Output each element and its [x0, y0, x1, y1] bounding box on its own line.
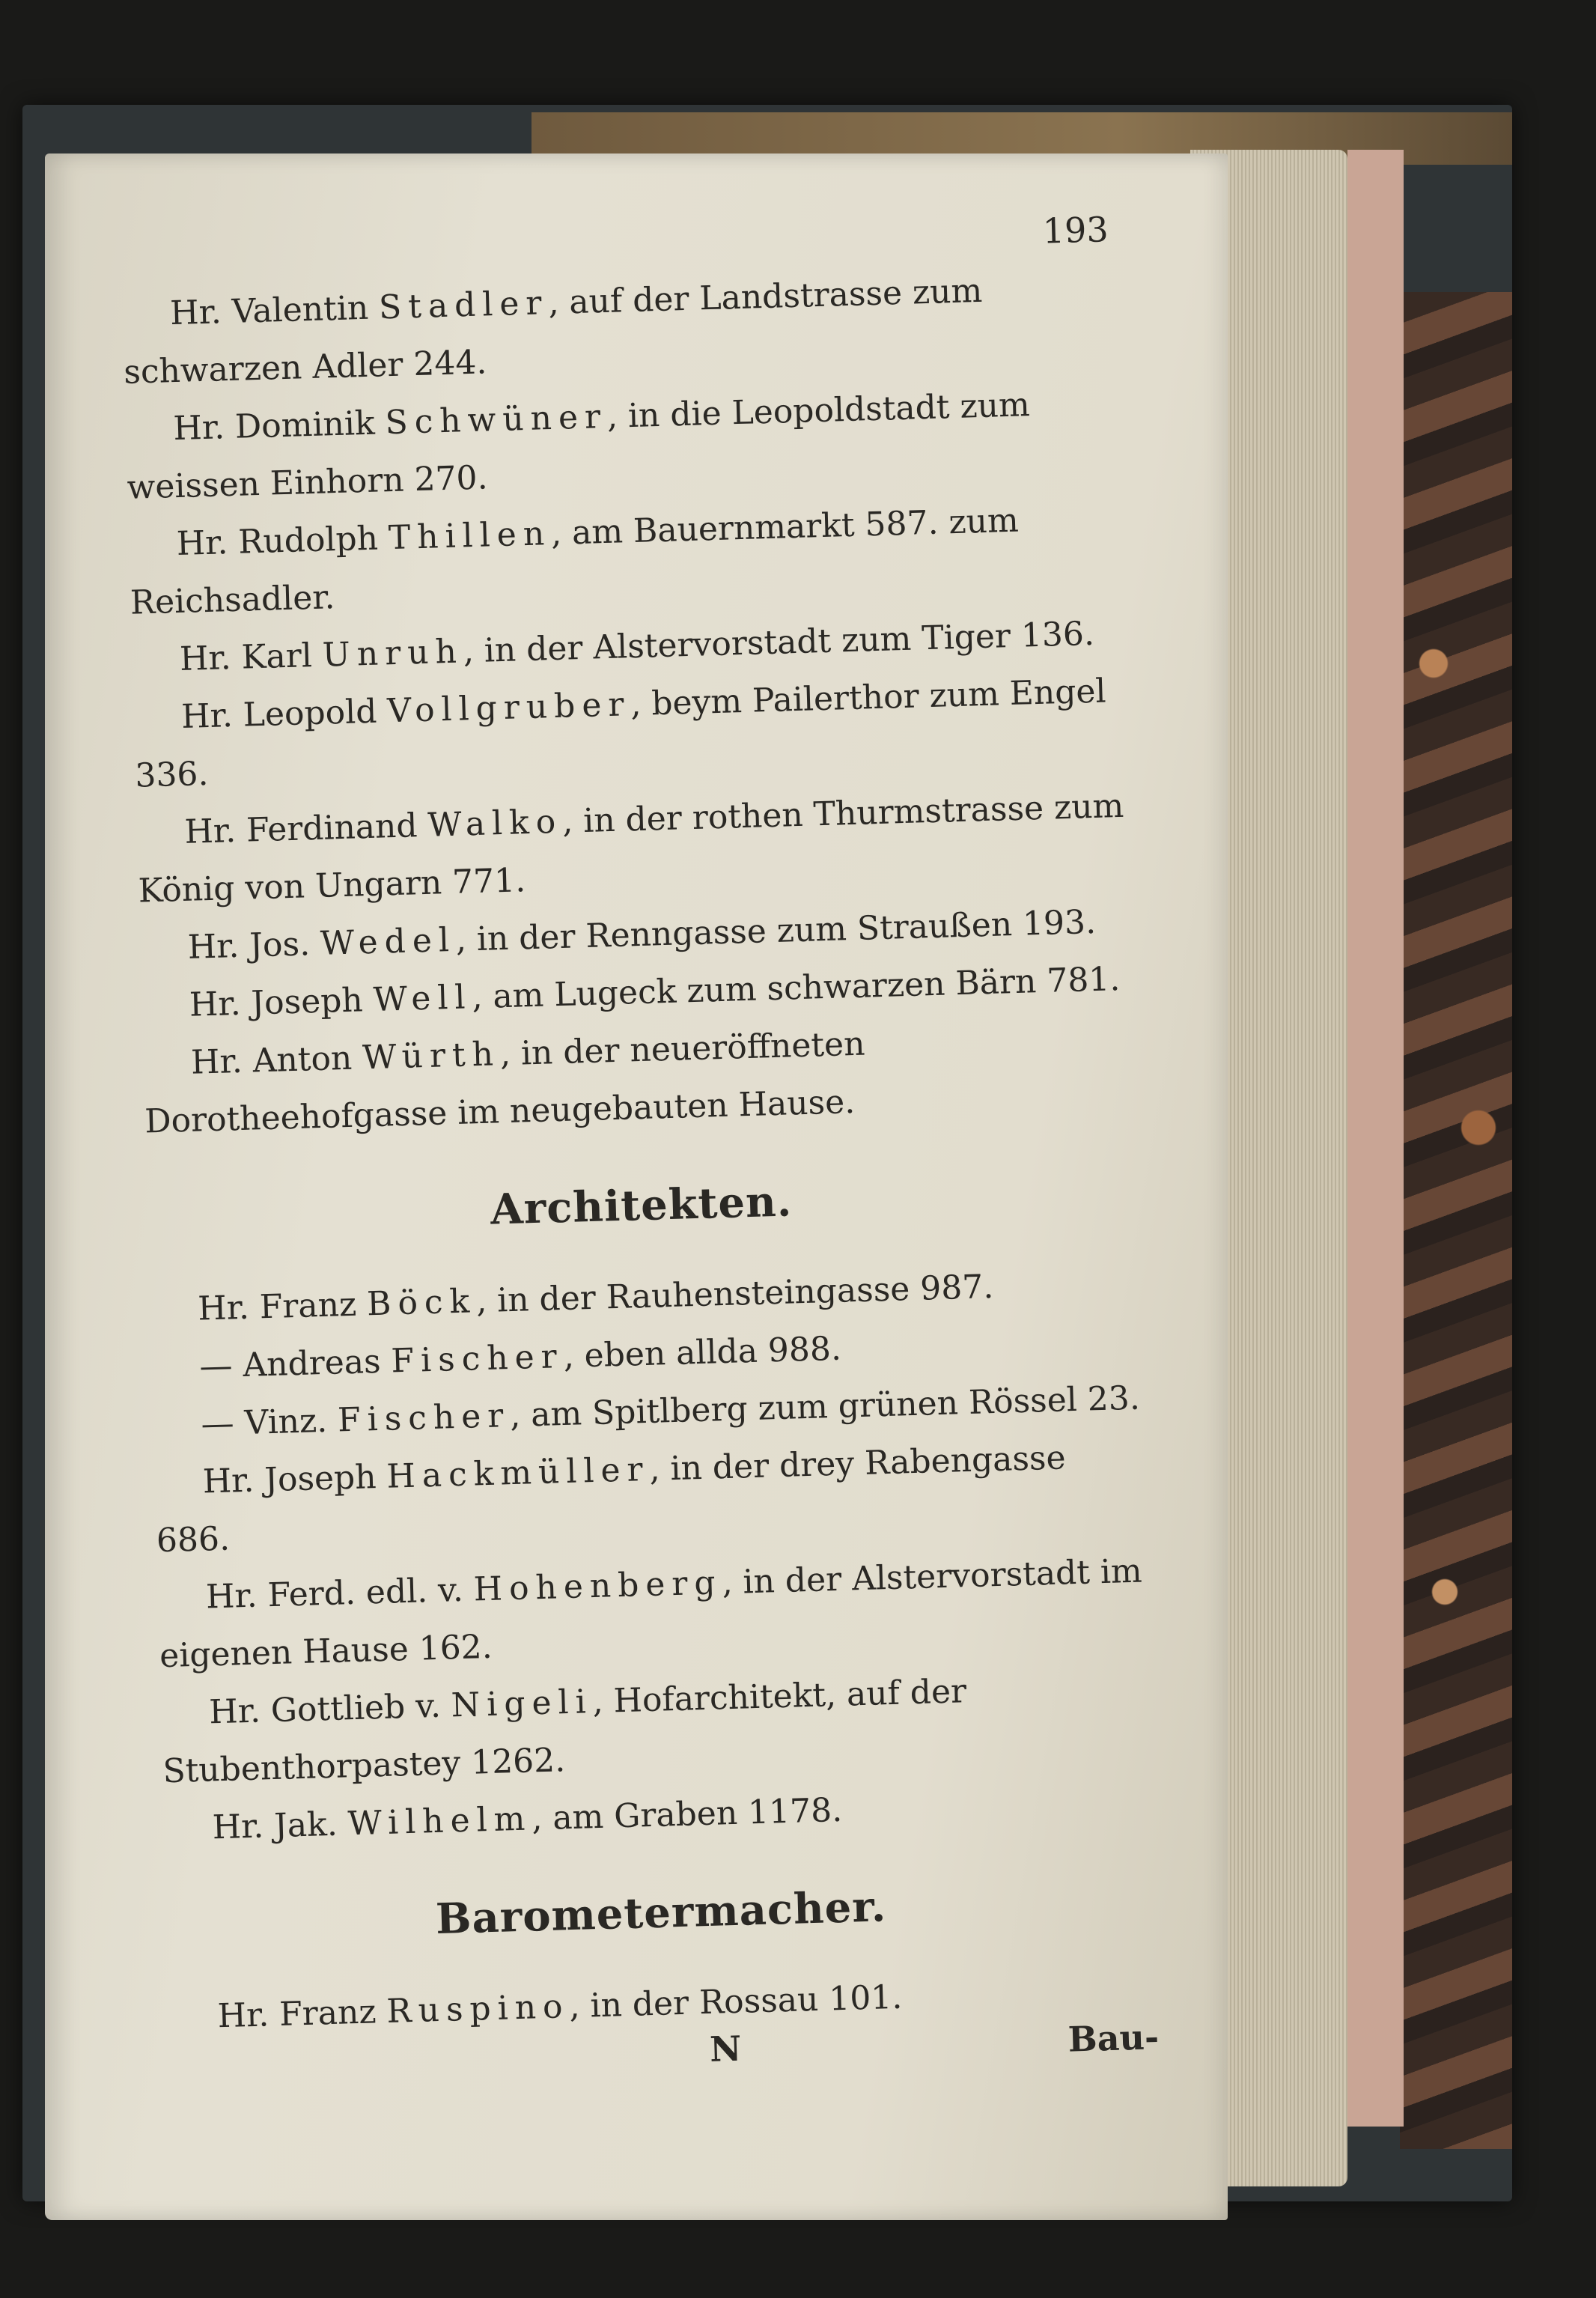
list-item: Hr. Jak. Wilhelm, am Graben 1178.	[211, 1790, 843, 1847]
page-number: 193	[1042, 209, 1109, 252]
page-text	[120, 201, 1160, 2094]
list-item: Hr. Dominik Schwüner, in die Leopoldstadt zum weissen Einhorn 270.	[126, 386, 1031, 507]
list-item: Hr. Jos. Wedel, in der Renngasse zum Straußen 193.	[187, 902, 1097, 967]
section-heading: Barometermacher.	[435, 1882, 887, 1945]
list-item: Hr. Franz Ruspino, in der Rossau 101.	[217, 1978, 903, 2036]
list-item: Hr. Gottlieb v. Nigeli, Hofarchitekt, auf der Stubenthorpastey 1262.	[162, 1672, 967, 1791]
entry-list-2	[149, 1254, 1153, 1858]
list-item: Hr. Franz Böck, in der Rauhensteingasse 987.	[197, 1267, 994, 1328]
list-item: — Vinz. Fischer, am Spitlberg zum grünen Rössel 23.	[200, 1379, 1141, 1444]
signature-mark: N	[709, 2028, 742, 2070]
list-item: Hr. Joseph Well, am Lugeck zum schwarzen Bärn 781.	[189, 960, 1121, 1024]
list-item: — Andreas Fischer, eben allda 988.	[198, 1329, 842, 1386]
catchword: Bau-	[1067, 2016, 1160, 2060]
list-item: Hr. Valentin Stadler, auf der Landstrasse zum schwarzen Adler 244.	[123, 271, 983, 392]
list-item: Hr. Joseph Hackmüller, in der drey Rabengasse 686.	[156, 1438, 1067, 1560]
list-item: Hr. Ferdinand Walko, in der rothen Thurmstrasse zum König von Ungarn 771.	[138, 786, 1124, 911]
entry-list-1	[121, 258, 1133, 1150]
list-item: Hr. Ferd. edl. v. Hohenberg, in der Alstervorstadt im eigenen Hause 162.	[159, 1551, 1143, 1676]
list-item: Hr. Rudolph Thillen, am Bauernmarkt 587. zum Reichsadler.	[130, 501, 1020, 622]
list-item: Hr. Anton Würth, in der neueröffneten Dorotheehofgasse im neugebauten Hause.	[144, 1024, 866, 1141]
list-item: Hr. Karl Unruh, in der Alstervorstadt zum Tiger 136.	[179, 614, 1095, 678]
section-heading: Architekten.	[490, 1176, 794, 1235]
book-page	[45, 153, 1228, 2220]
marbled-endpaper	[1400, 292, 1512, 2149]
list-item: Hr. Leopold Vollgruber, beym Pailerthor zum Engel 336.	[134, 672, 1107, 795]
endpaper-sheet	[1347, 150, 1404, 2127]
